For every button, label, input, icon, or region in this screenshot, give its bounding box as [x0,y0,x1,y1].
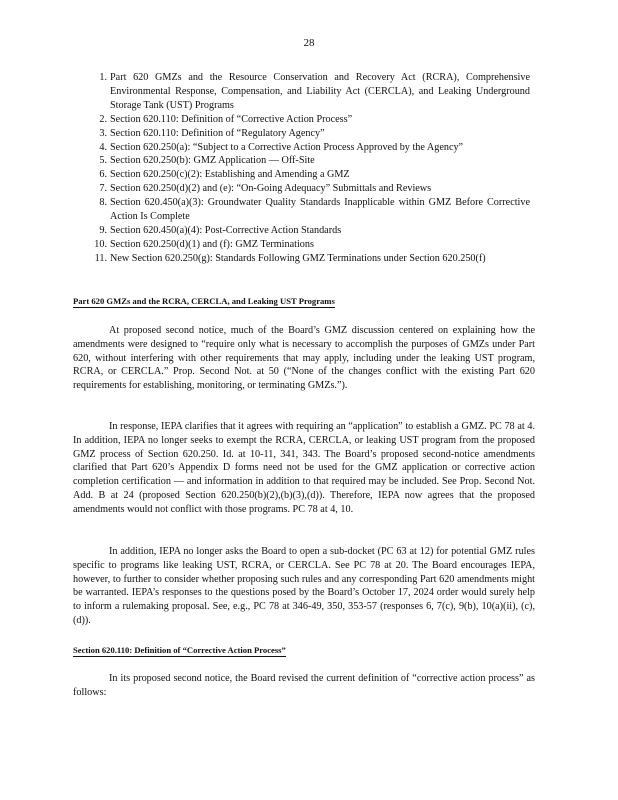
body-paragraph: In its proposed second notice, the Board revised the current definition of “corrective action process” as follows: [73,673,535,698]
list-item: 2. Section 620.110: Definition of “Corrective Action Process” [99,113,353,125]
section-heading-gmz-programs: Part 620 GMZs and the RCRA, CERCLA, and Leaking UST Programs [73,296,335,306]
body-paragraph: In addition, IEPA no longer asks the Board to open a sub-docket (PC 63 at 12) for potential GMZ rules specific to programs like leaking UST, RCRA, or CERCLA. See PC 78 at 20. The Board encourages IEPA, however, to further to consider whether proposing such rules and any corresponding Part 620 amendments might be warranted. IEPA’s responses to the questions posed by the Board’s October 17, 2024 order would surely help to inform a rulemaking proposal. See, e.g., PC 78 at 346-49, 350, 353-57 (responses 6, 7(c), 9(b), 10(a)(ii), (c), (d)). [73,546,535,626]
list-item: 10. Section 620.250(d)(1) and (f): GMZ Terminations [94,238,314,250]
list-item: 4. Section 620.250(a): “Subject to a Corrective Action Process Approved by the Agency” [99,141,464,153]
list-item: 3. Section 620.110: Definition of “Regulatory Agency” [99,127,325,139]
topic-list [90,71,530,266]
list-item: 1. Part 620 GMZs and the Resource Conservation and Recovery Act (RCRA), Comprehensive Environmental Response, Compensation, and Liability Act (CERCLA), and Leaking Underground Storage Tank (UST) Programs [99,72,530,111]
section-heading-corrective-action: Section 620.110: Definition of “Corrective Action Process” [73,645,286,655]
list-item: 8. Section 620.450(a)(3): Groundwater Quality Standards Inapplicable within GMZ Before Corrective Action Is Complete [99,197,530,223]
body-paragraph: At proposed second notice, much of the Board’s GMZ discussion centered on explaining how the amendments were designed to “require only what is necessary to accomplish the purposes of GMZs under Part 620, without interfering with other requirements that may apply, including under the leaking UST program, RCRA, or CERCLA.” Prop. Second Not. at 50 (“None of the changes conflict with the existing Part 620 requirements for establishing, monitoring, or terminating GMZs.”). [73,325,535,392]
list-item: 11. New Section 620.250(g): Standards Following GMZ Terminations under Section 620.250(f) [94,252,486,264]
page-number: 28 [303,37,315,49]
list-item: 6. Section 620.250(c)(2): Establishing and Amending a GMZ [99,169,350,181]
body-paragraph: In response, IEPA clarifies that it agrees with requiring an “application” to establish a GMZ. PC 78 at 4. In addition, IEPA no longer seeks to exempt the RCRA, CERCLA, or leaking UST program from the proposed GMZ process of Section 620.250. Id. at 10-11, 341, 343. The Board’s proposed second-notice amendments clarified that Part 620’s Appendix D forms need not be used for the GMZ application or corrective action completion certification — and information in addition to that required may be included. See Prop. Second Not. Add. B at 24 (proposed Section 620.250(b)(2),(b)(3),(d)). Therefore, IEPA now agrees that the proposed amendments would not conflict with those programs. PC 78 at 4, 10. [73,421,535,515]
list-item: 9. Section 620.450(a)(4): Post-Corrective Action Standards [99,224,342,236]
list-item: 5. Section 620.250(b): GMZ Application — Off-Site [99,155,315,167]
list-item: 7. Section 620.250(d)(2) and (e): “On-Going Adequacy” Submittals and Reviews [99,183,432,195]
